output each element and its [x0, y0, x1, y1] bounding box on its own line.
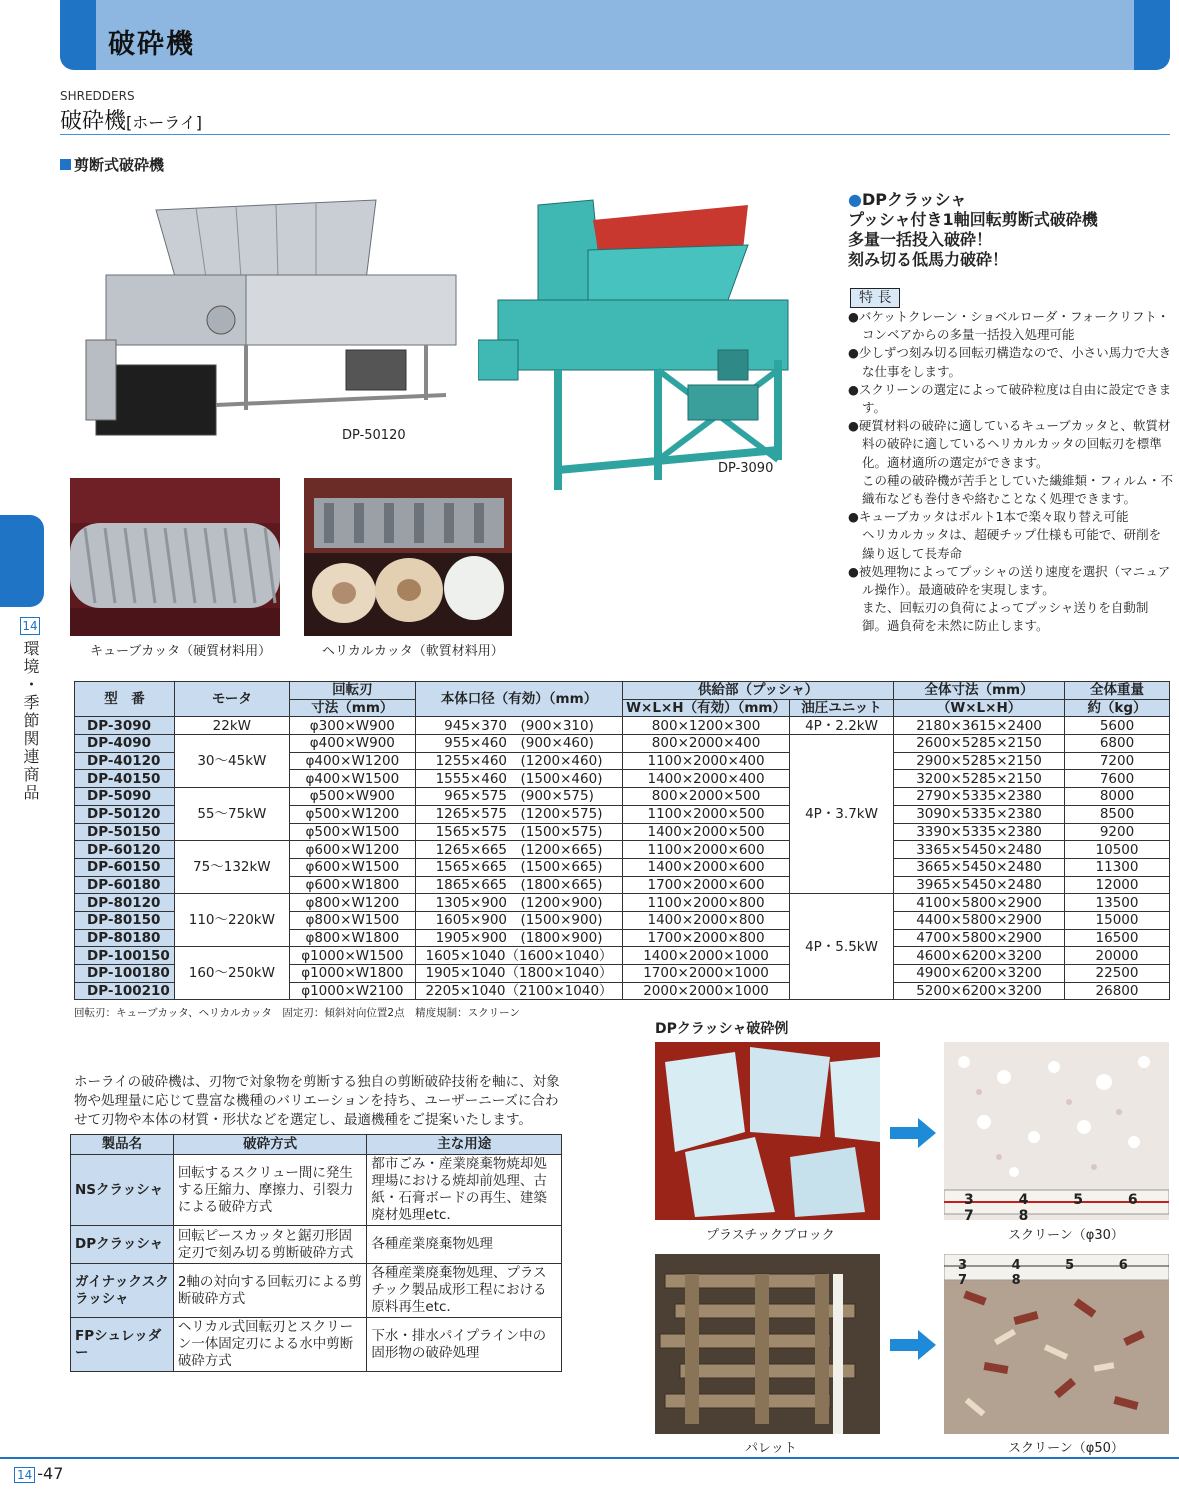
feature-item: この種の破砕機が苦手としていた繊維類・フィルム・不織布なども巻付きや絡むことなく処理できます。 [862, 472, 1174, 507]
cell-overall: 3090×5335×2380 [894, 805, 1065, 823]
cell-overall: 5200×6200×3200 [894, 982, 1065, 1000]
product-table [70, 1134, 562, 1372]
machine-teal-illustration [478, 190, 808, 495]
cell-mouth: 945×370 (900×310) [415, 717, 622, 735]
cell-overall: 4100×5800×2900 [894, 894, 1065, 912]
photo-plastic-block [655, 1042, 880, 1220]
photo-screen-30 [944, 1042, 1169, 1220]
photo-screen-50 [944, 1254, 1169, 1434]
examples-heading: DPクラッシャ破砕例 [655, 1021, 789, 1037]
cell-overall: 2180×3615×2400 [894, 717, 1065, 735]
header-blade-sub: 寸法（mm） [289, 699, 415, 717]
cell-blade: φ1000×W1500 [289, 947, 415, 965]
cell-motor: 22kW [174, 717, 289, 735]
cell-feed: 1400×2000×600 [623, 858, 790, 876]
feature-item: また、回転刃の負荷によってプッシャ送りを自動制御。過負荷を未然に防止します。 [862, 600, 1149, 634]
photo-pallet [655, 1254, 880, 1434]
cell-blade: φ500×W1500 [289, 823, 415, 841]
cell-blade: φ500×W1200 [289, 805, 415, 823]
cell-model: DP-50150 [75, 823, 175, 841]
cell-weight: 12000 [1065, 876, 1170, 894]
cell-model: DP-40150 [75, 770, 175, 788]
section-heading [60, 154, 164, 175]
cell-motor: 55～75kW [174, 788, 289, 841]
spec-table [74, 681, 1170, 1000]
feature-item: ●キューブカッタはボルト1本で楽々取り替え可能 [848, 509, 1129, 525]
header-tab-accent [60, 0, 96, 70]
dp-tagline-2: 多量一括投入破砕！ [848, 230, 993, 249]
table-row [71, 1264, 562, 1318]
page-title-text: 破砕機 [60, 109, 127, 134]
cell-feed: 800×2000×500 [623, 788, 790, 806]
cell-feed: 2000×2000×1000 [623, 982, 790, 1000]
cell-model: DP-80150 [75, 911, 175, 929]
cube-cutter-illustration [70, 478, 280, 636]
cell-mouth: 1305×900 (1200×900) [415, 894, 622, 912]
header-usage: 主な用途 [367, 1135, 562, 1155]
cell-feed: 1400×2000×500 [623, 823, 790, 841]
cell-weight: 7600 [1065, 770, 1170, 788]
cell-model: DP-100210 [75, 982, 175, 1000]
cell-usage: 都市ごみ・産業廃棄物焼却処理場における焼却前処理、古紙・石膏ボードの再生、建築廃材処理etc. [367, 1155, 562, 1226]
cell-model: DP-50120 [75, 805, 175, 823]
cell-overall: 2790×5335×2380 [894, 788, 1065, 806]
photo-cube-cutter [70, 478, 280, 636]
cell-overall: 3200×5285×2150 [894, 770, 1065, 788]
cell-blade: φ300×W900 [289, 717, 415, 735]
footer-chapter: 14 [14, 1467, 35, 1483]
cell-overall: 4600×6200×3200 [894, 947, 1065, 965]
page-number [14, 1464, 63, 1483]
cell-mouth: 1605×900 (1500×900) [415, 911, 622, 929]
cell-feed: 800×1200×300 [623, 717, 790, 735]
header-right-accent [1134, 0, 1170, 70]
caption-plastic-block: プラスチックブロック [706, 1228, 835, 1243]
cell-mouth: 1905×900 (1800×900) [415, 929, 622, 947]
cell-model: DP-4090 [75, 735, 175, 753]
header-product-name: 製品名 [71, 1135, 174, 1155]
cell-motor: 30～45kW [174, 735, 289, 788]
title-rule [60, 134, 1170, 135]
header-bar [60, 0, 1170, 70]
header-weight: 全体重量 [1065, 682, 1170, 700]
ruler-label: 3 4 5 6 7 8 [958, 1258, 1148, 1288]
cell-product-name: DPクラッシャ [71, 1226, 174, 1264]
cell-overall: 3365×5450×2480 [894, 841, 1065, 859]
header-overall: 全体寸法（mm） [894, 682, 1065, 700]
cell-method: 2軸の対向する回転刃による剪断破砕方式 [173, 1264, 367, 1318]
table-row [75, 735, 1170, 753]
header-hydraulic: 油圧ユニット [789, 699, 893, 717]
cell-model: DP-3090 [75, 717, 175, 735]
intro-paragraph: ホーライの破砕機は、刃物で対象物を剪断する独自の剪断破砕技術を軸に、対象物や処理量に応じて豊富な機種のバリエーションを持ち、ユーザーニーズに合わせて刃物や本体の材質・形状などを選定し、最適機種をご提案いたします。 [74, 1074, 560, 1128]
cell-weight: 7200 [1065, 752, 1170, 770]
cell-feed: 800×2000×400 [623, 735, 790, 753]
cell-overall: 3390×5335×2380 [894, 823, 1065, 841]
cell-weight: 5600 [1065, 717, 1170, 735]
cell-product-name: ガイナックスクラッシャ [71, 1264, 174, 1318]
cell-hydraulic: 4P・3.7kW [789, 735, 893, 894]
cell-mouth: 1555×460 (1500×460) [415, 770, 622, 788]
chapter-number: 14 [20, 617, 40, 635]
maker-label: [ホーライ] [126, 113, 203, 132]
cell-blade: φ1000×W1800 [289, 965, 415, 983]
cell-feed: 1400×2000×400 [623, 770, 790, 788]
cell-blade: φ400×W900 [289, 735, 415, 753]
cell-hydraulic: 4P・5.5kW [789, 894, 893, 1000]
machine-grey-illustration [66, 190, 466, 450]
cell-mouth: 1865×665 (1800×665) [415, 876, 622, 894]
pallet-illustration [655, 1254, 880, 1434]
chapter-label: 環境・季節関連商品 [21, 640, 40, 802]
header-mouth: 本体口径（有効）（mm） [415, 682, 622, 717]
page-title [60, 104, 202, 135]
cell-mouth: 2205×1040（2100×1040） [415, 982, 622, 1000]
cell-mouth: 1265×575 (1200×575) [415, 805, 622, 823]
cell-feed: 1700×2000×600 [623, 876, 790, 894]
dp-crusher-heading [848, 190, 1098, 270]
table-row [75, 947, 1170, 965]
cell-mouth: 955×460 (900×460) [415, 735, 622, 753]
helical-cutter-illustration [304, 478, 512, 636]
feature-item: ●スクリーンの選定によって破砕粒度は自由に設定できます。 [848, 381, 1172, 416]
cell-weight: 20000 [1065, 947, 1170, 965]
cell-blade: φ600×W1800 [289, 876, 415, 894]
photo-dp-3090 [478, 190, 808, 495]
dp-tagline-1: プッシャ付き1軸回転剪断式破砕機 [848, 210, 1098, 229]
dp-crusher-name [848, 190, 1098, 210]
cell-method: 回転するスクリュー間に発生する圧縮力、摩擦力、引裂力による破砕方式 [173, 1155, 367, 1226]
feature-item: ヘリカルカッタは、超硬チップ仕様も可能で、研削を繰り返して長寿命 [862, 527, 1162, 561]
cell-weight: 10500 [1065, 841, 1170, 859]
cell-model: DP-100180 [75, 965, 175, 983]
cell-blade: φ800×W1800 [289, 929, 415, 947]
cell-motor: 75～132kW [174, 841, 289, 894]
cell-usage: 各種産業廃棄物処理、プラスチック製品成形工程における原料再生etc. [367, 1264, 562, 1318]
cell-weight: 8000 [1065, 788, 1170, 806]
feature-item: ●バケットクレーン・ショベルローダ・フォークリフト・コンベアからの多量一括投入処理可能 [848, 309, 1170, 343]
cell-usage: 下水・排水パイプライン中の固形物の破砕処理 [367, 1318, 562, 1372]
table-row [71, 1318, 562, 1372]
cell-blade: φ1000×W2100 [289, 982, 415, 1000]
cell-blade: φ800×W1200 [289, 894, 415, 912]
caption-cube-cutter: キューブカッタ（硬質材料用） [90, 644, 272, 659]
header-title: 破砕機 [108, 29, 195, 60]
english-label: SHREDDERS [60, 89, 135, 103]
cell-feed: 1400×2000×1000 [623, 947, 790, 965]
caption-helical-cutter: ヘリカルカッタ（軟質材料用） [322, 644, 504, 659]
cell-method: ヘリカル式回転刃とスクリーン一体固定刃による水中剪断破砕方式 [173, 1318, 367, 1372]
caption-pallet: パレット [745, 1441, 797, 1456]
features-list [848, 308, 1173, 636]
caption-screen-30: スクリーン（φ30） [1008, 1228, 1124, 1243]
cell-blade: φ400×W1200 [289, 752, 415, 770]
table-row [75, 894, 1170, 912]
table-row [75, 717, 1170, 735]
cell-weight: 22500 [1065, 965, 1170, 983]
features-badge: 特 長 [850, 288, 900, 308]
cell-usage: 各種産業廃棄物処理 [367, 1226, 562, 1264]
right-arrow-icon [890, 1118, 936, 1148]
cell-weight: 8500 [1065, 805, 1170, 823]
header-method: 破砕方式 [173, 1135, 367, 1155]
cell-feed: 1700×2000×800 [623, 929, 790, 947]
cell-weight: 11300 [1065, 858, 1170, 876]
cell-feed: 1100×2000×400 [623, 752, 790, 770]
caption-screen-50: スクリーン（φ50） [1008, 1441, 1124, 1456]
cell-overall: 3965×5450×2480 [894, 876, 1065, 894]
cell-overall: 4700×5800×2900 [894, 929, 1065, 947]
cell-blade: φ500×W900 [289, 788, 415, 806]
header-weight-sub: 約（kg） [1065, 699, 1170, 717]
caption-dp-50120: DP-50120 [342, 428, 406, 443]
cell-mouth: 965×575 (900×575) [415, 788, 622, 806]
cell-feed: 1700×2000×1000 [623, 965, 790, 983]
square-bullet-icon [60, 159, 71, 170]
table-row [75, 841, 1170, 859]
cell-mouth: 1565×575 (1500×575) [415, 823, 622, 841]
cell-overall: 2900×5285×2150 [894, 752, 1065, 770]
cell-overall: 3665×5450×2480 [894, 858, 1065, 876]
cell-model: DP-80180 [75, 929, 175, 947]
cell-blade: φ600×W1200 [289, 841, 415, 859]
cell-blade: φ800×W1500 [289, 911, 415, 929]
cell-weight: 9200 [1065, 823, 1170, 841]
dp-tagline-3: 刻み切る低馬力破砕！ [848, 250, 1009, 269]
bullet-dot-icon: ● [848, 190, 862, 209]
header-motor: モータ [174, 682, 289, 717]
cell-feed: 1100×2000×800 [623, 894, 790, 912]
cell-product-name: FPシュレッダー [71, 1318, 174, 1372]
feature-item: ●少しずつ刻み切る回転刃構造なので、小さい馬力で大きな仕事をします。 [848, 345, 1172, 379]
cell-weight: 26800 [1065, 982, 1170, 1000]
caption-dp-3090: DP-3090 [718, 461, 774, 476]
spec-note: 回転刃：キューブカッタ、ヘリカルカッタ 固定刃：傾斜対向位置2点 精度規制：スクリーン [74, 1007, 520, 1019]
feature-item: ●硬質材料の破砕に適しているキューブカッタと、軟質材料の破砕に適しているヘリカルカッタの回転刃を標準化。適材適所の選定ができます。 [848, 418, 1171, 470]
cell-mouth: 1905×1040（1800×1040） [415, 965, 622, 983]
photo-helical-cutter [304, 478, 512, 636]
header-overall-sub: （W×L×H） [894, 699, 1065, 717]
cell-feed: 1400×2000×800 [623, 911, 790, 929]
cell-model: DP-60180 [75, 876, 175, 894]
plastic-block-illustration [655, 1042, 880, 1220]
cell-mouth: 1265×665 (1200×665) [415, 841, 622, 859]
cell-motor: 110～220kW [174, 894, 289, 947]
header-blade: 回転刃 [289, 682, 415, 700]
cell-model: DP-40120 [75, 752, 175, 770]
table-row [71, 1226, 562, 1264]
cell-feed: 1100×2000×600 [623, 841, 790, 859]
cell-overall: 4400×5800×2900 [894, 911, 1065, 929]
cell-feed: 1100×2000×500 [623, 805, 790, 823]
table-row [71, 1155, 562, 1226]
cell-mouth: 1255×460 (1200×460) [415, 752, 622, 770]
ruler-label: 3 4 5 6 7 8 [964, 1192, 1158, 1220]
chapter-tab [0, 515, 44, 607]
cell-product-name: NSクラッシャ [71, 1155, 174, 1226]
dp-crusher-name-text: DPクラッシャ [861, 190, 967, 209]
cell-blade: φ400×W1500 [289, 770, 415, 788]
cell-model: DP-60120 [75, 841, 175, 859]
cell-hydraulic: 4P・2.2kW [789, 717, 893, 735]
cell-overall: 4900×6200×3200 [894, 965, 1065, 983]
cell-mouth: 1565×665 (1500×665) [415, 858, 622, 876]
cell-model: DP-60150 [75, 858, 175, 876]
section-heading-text: 剪断式破砕機 [74, 156, 165, 174]
header-feed-dim: W×L×H（有効）（mm） [623, 699, 790, 717]
cell-overall: 2600×5285×2150 [894, 735, 1065, 753]
cell-mouth: 1605×1040（1600×1040） [415, 947, 622, 965]
cell-weight: 16500 [1065, 929, 1170, 947]
cell-weight: 6800 [1065, 735, 1170, 753]
right-arrow-icon [890, 1330, 936, 1360]
photo-dp-50120 [66, 190, 466, 450]
cell-model: DP-80120 [75, 894, 175, 912]
cell-model: DP-5090 [75, 788, 175, 806]
cell-method: 回転ピースカッタと鋸刃形固定刃で刻み切る剪断破砕方式 [173, 1226, 367, 1264]
feature-item: ●被処理物によってプッシャの送り速度を選択（マニュアル操作）。最適破砕を実現します。 [848, 563, 1171, 598]
cell-model: DP-100150 [75, 947, 175, 965]
cell-motor: 160～250kW [174, 947, 289, 1000]
cell-weight: 13500 [1065, 894, 1170, 912]
footer-page: -47 [37, 1464, 64, 1483]
table-row [75, 788, 1170, 806]
footer-rule [0, 1457, 1179, 1459]
cell-weight: 15000 [1065, 911, 1170, 929]
header-feed: 供給部（プッシャ） [623, 682, 894, 700]
cell-blade: φ600×W1500 [289, 858, 415, 876]
header-model: 型 番 [75, 682, 175, 717]
